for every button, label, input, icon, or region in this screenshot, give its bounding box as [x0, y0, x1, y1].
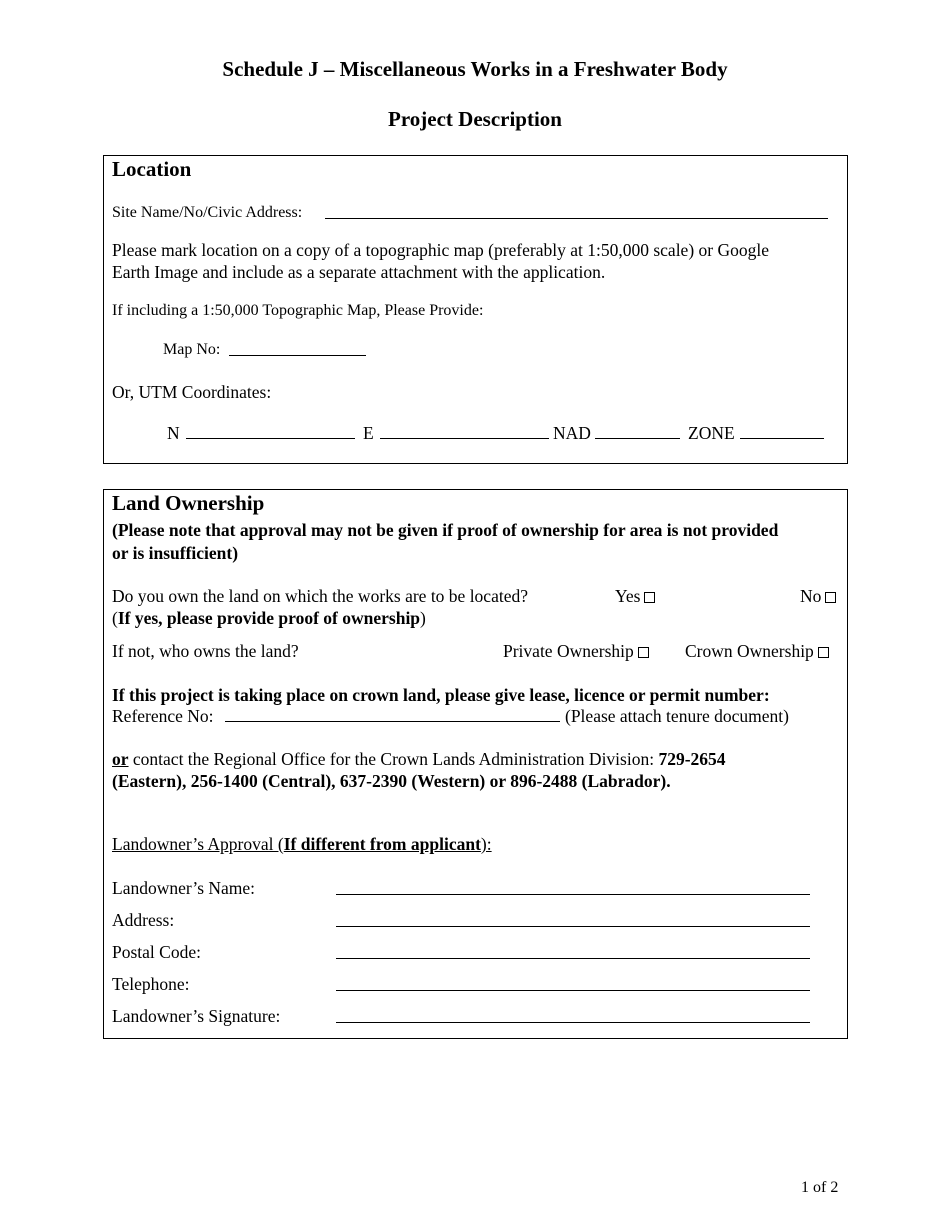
- landowner-signature-field[interactable]: [336, 1021, 810, 1023]
- no-option[interactable]: [800, 586, 836, 607]
- address-field[interactable]: [336, 925, 810, 927]
- map-no-field[interactable]: [229, 341, 366, 356]
- contact-line2: (Eastern), 256-1400 (Central), 637-2390 (Western) or 896-2488 (Labrador).: [112, 771, 671, 791]
- form-title: Schedule J – Miscellaneous Works in a Freshwater Body: [222, 57, 728, 81]
- crown-ownership-checkbox[interactable]: [818, 647, 829, 658]
- private-ownership-label: Private Ownership: [503, 641, 634, 661]
- landowner-name-label: Landowner’s Name:: [112, 878, 256, 898]
- utm-label: Or, UTM Coordinates:: [112, 382, 272, 402]
- yes-label: Yes: [615, 586, 641, 606]
- reference-no-field[interactable]: [225, 707, 560, 722]
- location-instruction-line1: Please mark location on a copy of a topographic map (preferably at 1:50,000 scale) or Google: [112, 240, 769, 260]
- address-label: Address:: [112, 910, 175, 930]
- telephone-field[interactable]: [336, 989, 810, 991]
- utm-n-field[interactable]: [186, 424, 355, 439]
- proof-note: [112, 608, 426, 629]
- approval-bold: If different from applicant: [283, 834, 481, 854]
- utm-nad-field[interactable]: [595, 424, 680, 439]
- contact-line1: [112, 749, 726, 770]
- private-ownership-checkbox[interactable]: [638, 647, 649, 658]
- landowner-name-field[interactable]: [336, 893, 810, 895]
- or-word: or: [112, 749, 129, 769]
- crown-land-instruction: If this project is taking place on crown land, please give lease, licence or permit number:: [112, 685, 770, 705]
- map-no-label: Map No:: [163, 341, 221, 358]
- landowner-approval-heading: [112, 834, 492, 855]
- utm-e-field[interactable]: [380, 424, 549, 439]
- yes-option[interactable]: [615, 586, 655, 607]
- reference-note: (Please attach tenure document): [565, 706, 789, 726]
- landowner-signature-label: Landowner’s Signature:: [112, 1006, 281, 1026]
- location-instruction-line2: Earth Image and include as a separate attachment with the application.: [112, 262, 606, 282]
- postal-code-label: Postal Code:: [112, 942, 201, 962]
- who-owns-label: If not, who owns the land?: [112, 641, 299, 661]
- proof-open-paren: (: [112, 608, 118, 628]
- no-label: No: [800, 586, 822, 606]
- utm-zone-field[interactable]: [740, 424, 824, 439]
- crown-ownership-option[interactable]: [685, 641, 829, 662]
- approval-suffix: ):: [480, 834, 492, 854]
- ownership-note-line1: (Please note that approval may not be given if proof of ownership for area is not provided: [112, 520, 779, 540]
- private-ownership-option[interactable]: [503, 641, 649, 662]
- utm-zone-label: ZONE: [688, 423, 735, 443]
- land-ownership-heading: Land Ownership: [112, 491, 265, 515]
- page-number: 1 of 2: [801, 1179, 839, 1196]
- utm-e-label: E: [363, 423, 374, 443]
- contact-text: contact the Regional Office for the Crown Lands Administration Division:: [128, 749, 659, 769]
- location-heading: Location: [112, 157, 192, 181]
- yes-checkbox[interactable]: [644, 592, 655, 603]
- utm-n-label: N: [167, 423, 180, 443]
- own-land-question: Do you own the land on which the works are to be located?: [112, 586, 528, 606]
- no-checkbox[interactable]: [825, 592, 836, 603]
- ownership-note-line2: or is insufficient): [112, 543, 239, 563]
- telephone-label: Telephone:: [112, 974, 190, 994]
- form-subtitle: Project Description: [388, 107, 562, 131]
- proof-bold-text: If yes, please provide proof of ownership: [117, 608, 421, 628]
- topo-map-label: If including a 1:50,000 Topographic Map, Please Provide:: [112, 302, 484, 319]
- proof-close-paren: ): [420, 608, 426, 628]
- approval-prefix: Landowner’s Approval (: [112, 834, 284, 854]
- reference-no-label: Reference No:: [112, 706, 214, 726]
- crown-ownership-label: Crown Ownership: [685, 641, 814, 661]
- site-address-field[interactable]: [325, 204, 828, 219]
- postal-code-field[interactable]: [336, 957, 810, 959]
- site-address-label: Site Name/No/Civic Address:: [112, 204, 303, 221]
- eastern-phone: 729-2654: [658, 749, 726, 769]
- utm-nad-label: NAD: [553, 423, 591, 443]
